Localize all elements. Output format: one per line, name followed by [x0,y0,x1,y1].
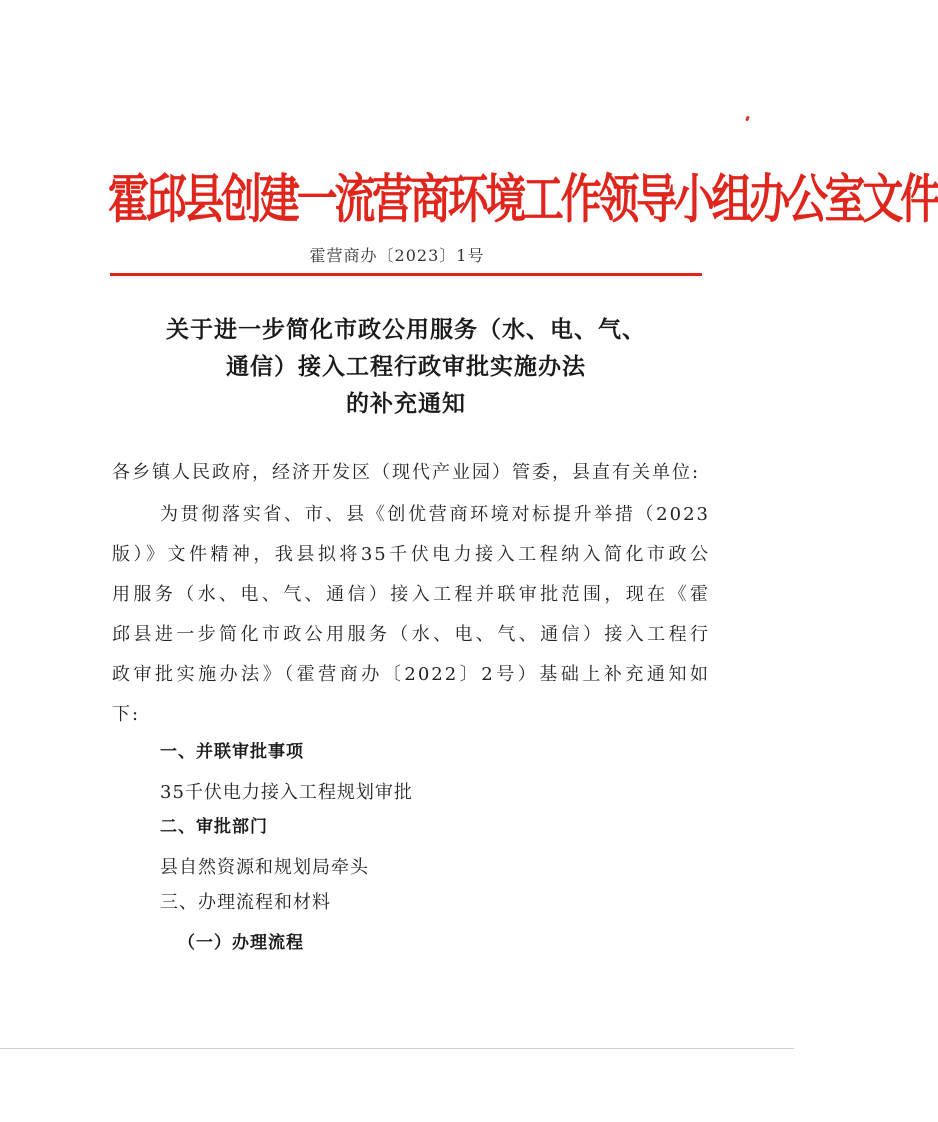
section-heading-3: 三、办理流程和材料 [160,892,331,913]
red-ink-mark [745,116,750,122]
red-separator-line [110,273,702,276]
intro-line-2: 版）》文件精神，我县拟将35千伏电力接入工程纳入简化市政公 [112,544,710,565]
section-heading-1: 一、并联审批事项 [160,742,304,762]
masthead-title: 霍邱县创建一流营商环境工作领导小组办公室文件 [108,168,938,230]
intro-line-3: 用服务（水、电、气、通信）接入工程并联审批范围，现在《霍 [112,584,710,605]
subsection-heading: （一）办理流程 [178,933,304,953]
intro-line-5: 政审批实施办法》（霍营商办〔2022〕2号）基础上补充通知如 [112,664,710,685]
intro-line-4: 邱县进一步简化市政公用服务（水、电、气、通信）接入工程行 [112,624,710,645]
notice-title-line-2: 通信）接入工程行政审批实施办法 [226,354,586,380]
notice-title-line-3: 的补充通知 [346,391,466,417]
intro-line-6: 下: [112,704,141,725]
document-number: 霍营商办〔2023〕1号 [309,246,485,265]
section-content-1: 35千伏电力接入工程规划审批 [160,782,413,803]
section-content-2: 县自然资源和规划局牵头 [160,857,369,878]
bottom-scan-line [0,1048,794,1049]
notice-title-line-1: 关于进一步简化市政公用服务（水、电、气、 [166,317,646,343]
section-heading-2: 二、审批部门 [160,817,268,837]
intro-line-1: 为贯彻落实省、市、县《创优营商环境对标提升举措（2023 [160,504,710,525]
addressee: 各乡镇人民政府，经济开发区（现代产业园）管委，县直有关单位: [112,462,701,483]
